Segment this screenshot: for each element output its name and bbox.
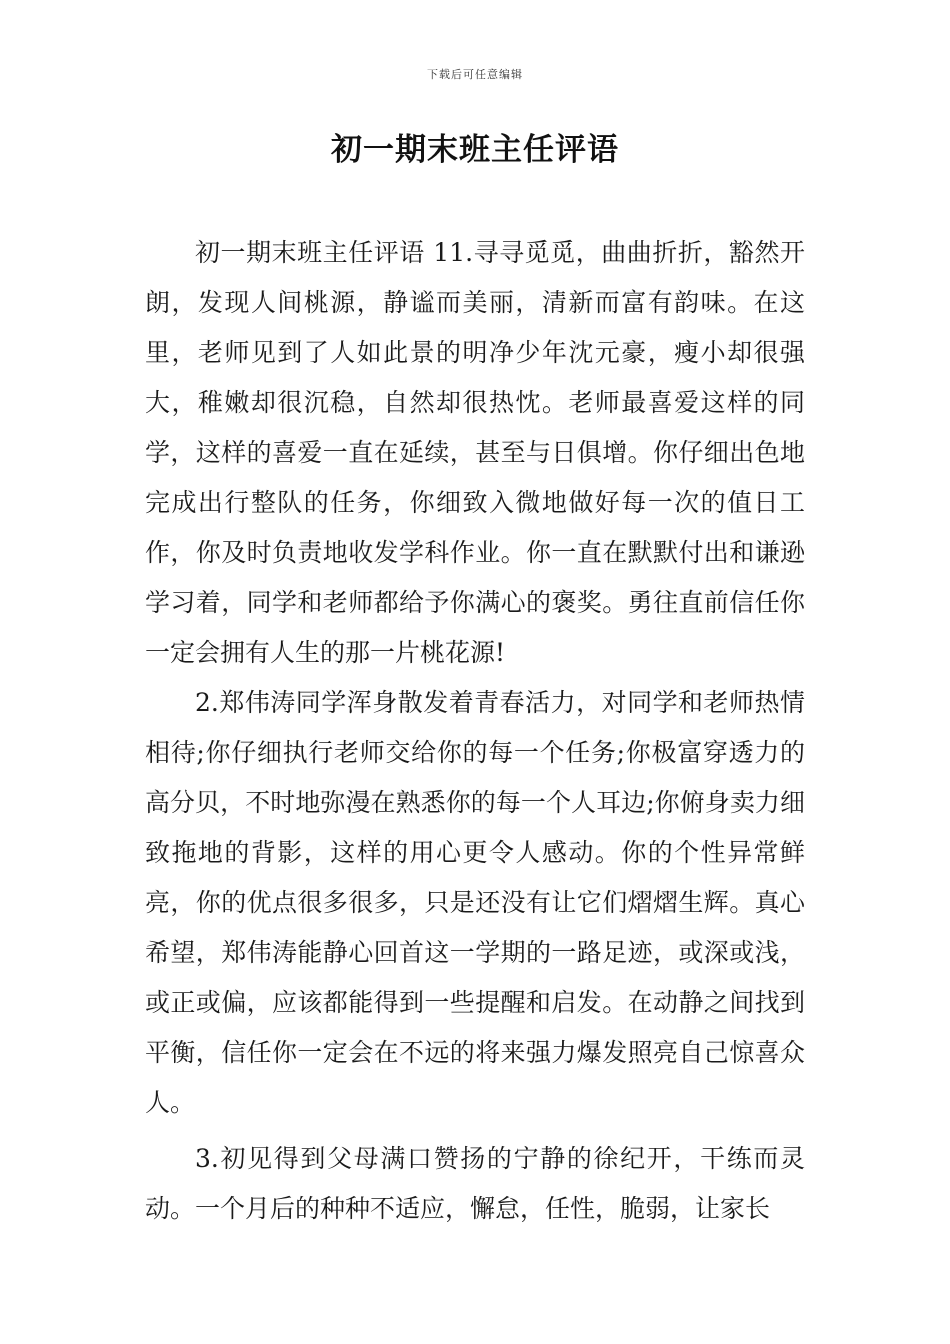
paragraph-3: 3.初见得到父母满口赞扬的宁静的徐纪开，干练而灵动。一个月后的种种不适应，懈怠，任性，脆弱，让家长 bbox=[145, 1144, 805, 1223]
paragraph-1: 初一期末班主任评语 11.寻寻觅觅，曲曲折折，豁然开朗，发现人间桃源，静谧而美丽，清新而富有韵味。在这里，老师见到了人如此景的明净少年沈元豪，瘦小却很强大，稚嫩却很沉稳，自然却很热忱。老师最喜爱这样的同学，这样的喜爱一直在延续，甚至与日俱增。你仔细出色地完成出行整队的任务，你细致入微地做好每一次的值日工作，你及时负责地收发学科作业。你一直在默默付出和谦逊学习着，同学和老师都给予你满心的褒奖。勇往直前信任你一定会拥有人生的那一片桃花源! bbox=[145, 238, 805, 667]
paragraph-2: 2.郑伟涛同学浑身散发着青春活力，对同学和老师热情相待;你仔细执行老师交给你的每一个任务;你极富穿透力的高分贝，不时地弥漫在熟悉你的每一个人耳边;你俯身卖力细致拖地的背影，这样的用心更令人感动。你的个性异常鲜亮，你的优点很多很多，只是还没有让它们熠熠生辉。真心希望，郑伟涛能静心回首这一学期的一路足迹，或深或浅，或正或偏，应该都能得到一些提醒和启发。在动静之间找到平衡，信任你一定会在不远的将来强力爆发照亮自己惊喜众人。 bbox=[145, 688, 805, 1117]
document-title: 初一期末班主任评语 bbox=[331, 132, 619, 168]
page-header-note: 下载后可任意编辑 bbox=[427, 68, 523, 81]
document-body bbox=[145, 228, 805, 1234]
